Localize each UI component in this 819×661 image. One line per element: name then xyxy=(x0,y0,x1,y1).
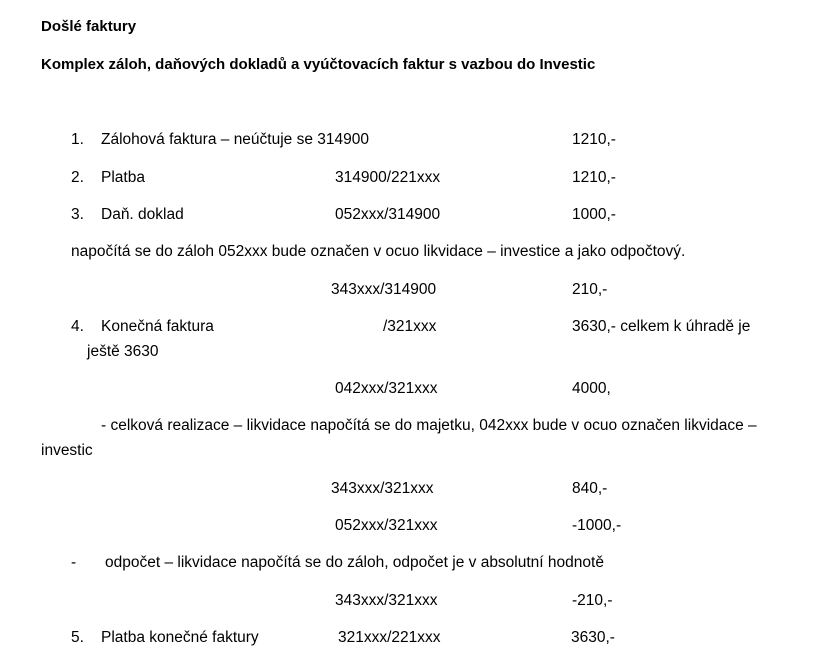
item-2-amount: 1210,- xyxy=(572,169,616,186)
note-2-line-2: investic xyxy=(41,442,93,459)
item-1-label: Zálohová faktura – neúčtuje se 314900 xyxy=(101,131,369,148)
line-d-account: 052xxx/321xxx xyxy=(335,517,438,534)
line-c-account: 343xxx/321xxx xyxy=(331,480,434,497)
item-4-account: /321xxx xyxy=(383,318,437,335)
item-4-label: Konečná faktura xyxy=(101,318,214,335)
item-1-number: 1. xyxy=(71,131,84,148)
item-2-number: 2. xyxy=(71,169,84,186)
line-e-amount: -210,- xyxy=(572,592,613,609)
document-subheading: Komplex záloh, daňových dokladů a vyúčtovacích faktur s vazbou do Investic xyxy=(41,56,596,73)
line-c-amount: 840,- xyxy=(572,480,608,497)
line-a-account: 343xxx/314900 xyxy=(331,281,437,298)
item-2-label: Platba xyxy=(101,169,145,186)
note-3-dash: - xyxy=(71,554,77,571)
item-3-account: 052xxx/314900 xyxy=(335,206,441,223)
line-b-amount: 4000, xyxy=(572,380,611,397)
note-2-line-1: - celková realizace – likvidace napočítá se do majetku, 042xxx bude v ocuo označen likvidace – xyxy=(101,417,757,434)
item-5-label: Platba konečné faktury xyxy=(101,629,259,646)
item-5-account: 321xxx/221xxx xyxy=(338,629,441,646)
document-heading: Došlé faktury xyxy=(41,18,137,35)
item-5-number: 5. xyxy=(71,629,84,646)
note-1: napočítá se do záloh 052xxx bude označen v ocuo likvidace – investice a jako odpočtový. xyxy=(71,243,686,260)
item-1-amount: 1210,- xyxy=(572,131,616,148)
line-d-amount: -1000,- xyxy=(572,517,622,534)
item-4-continuation: ještě 3630 xyxy=(87,343,159,360)
item-4-amount: 3630,- celkem k úhradě je xyxy=(572,318,751,335)
note-3-text: odpočet – likvidace napočítá se do záloh, odpočet je v absolutní hodnotě xyxy=(105,554,604,571)
item-5-amount: 3630,- xyxy=(571,629,615,646)
item-3-label: Daň. doklad xyxy=(101,206,184,223)
item-2-account: 314900/221xxx xyxy=(335,169,441,186)
item-3-amount: 1000,- xyxy=(572,206,616,223)
line-e-account: 343xxx/321xxx xyxy=(335,592,438,609)
item-3-number: 3. xyxy=(71,206,84,223)
line-b-account: 042xxx/321xxx xyxy=(335,380,438,397)
item-4-number: 4. xyxy=(71,318,84,335)
line-a-amount: 210,- xyxy=(572,281,608,298)
